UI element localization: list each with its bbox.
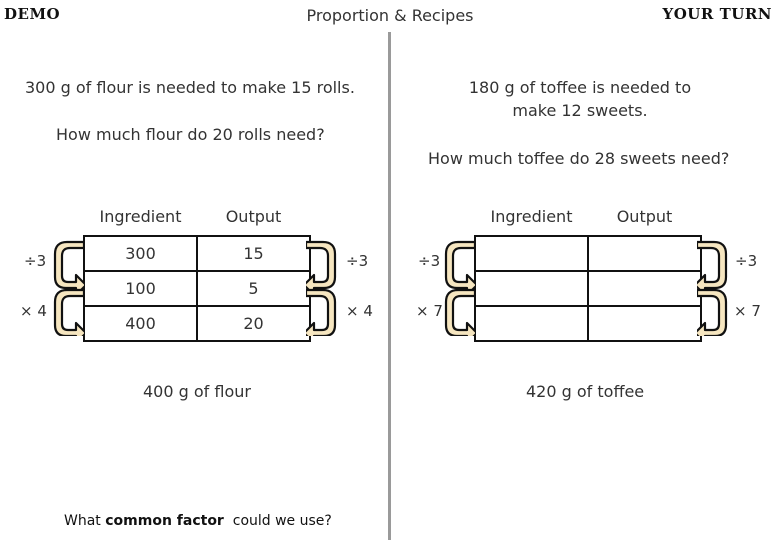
turn-right-op-multiply: × 7 bbox=[734, 302, 761, 320]
demo-right-arrows bbox=[306, 236, 342, 336]
demo-hint bbox=[64, 513, 332, 529]
table-row bbox=[84, 306, 310, 341]
ingredient-cell[interactable] bbox=[475, 236, 588, 271]
turn-answer: 420 g of toffee bbox=[526, 382, 645, 401]
turn-statement bbox=[430, 76, 730, 122]
table-header-row bbox=[84, 197, 310, 236]
turn-statement-line1: 180 g of toffee is needed to bbox=[468, 78, 692, 97]
table-row bbox=[475, 236, 701, 271]
turn-right-arrows bbox=[697, 236, 733, 336]
output-cell: 15 bbox=[197, 236, 310, 271]
hint-text-before: What bbox=[64, 513, 106, 529]
turn-left-arrows bbox=[439, 236, 475, 336]
curved-arrow-icon bbox=[446, 290, 475, 336]
turn-question: How much toffee do 28 sweets need? bbox=[428, 149, 730, 168]
center-divider bbox=[388, 32, 391, 540]
output-cell[interactable] bbox=[588, 271, 701, 306]
demo-tag: DEMO bbox=[4, 5, 61, 23]
demo-left-op-multiply: × 4 bbox=[20, 302, 47, 320]
turn-left-op-divide: ÷3 bbox=[418, 252, 441, 270]
ingredient-header: Ingredient bbox=[99, 206, 182, 226]
output-header: Output bbox=[616, 206, 673, 226]
demo-right-op-multiply: × 4 bbox=[346, 302, 373, 320]
table-row bbox=[84, 271, 310, 306]
output-header: Output bbox=[225, 206, 282, 226]
demo-left-arrows bbox=[48, 236, 84, 336]
curved-arrow-icon bbox=[306, 290, 335, 336]
turn-right-op-divide: ÷3 bbox=[735, 252, 758, 270]
output-cell: 20 bbox=[197, 306, 310, 341]
turn-ratio-table bbox=[474, 197, 702, 342]
ingredient-cell[interactable] bbox=[475, 306, 588, 341]
table-row bbox=[84, 236, 310, 271]
demo-right-op-divide: ÷3 bbox=[346, 252, 369, 270]
curved-arrow-icon bbox=[55, 242, 84, 295]
turn-left-op-multiply: × 7 bbox=[416, 302, 443, 320]
ingredient-cell[interactable] bbox=[475, 271, 588, 306]
demo-ratio-table bbox=[83, 197, 311, 342]
hint-text-after: could we use? bbox=[223, 513, 332, 529]
hint-text-bold: common factor bbox=[105, 513, 224, 529]
demo-left-op-divide: ÷3 bbox=[24, 252, 47, 270]
demo-statement: 300 g of flour is needed to make 15 rolls. bbox=[25, 78, 355, 97]
ingredient-cell: 400 bbox=[84, 306, 197, 341]
demo-question: How much flour do 20 rolls need? bbox=[56, 125, 325, 144]
curved-arrow-icon bbox=[306, 242, 335, 295]
table-header-row bbox=[475, 197, 701, 236]
table-row bbox=[475, 306, 701, 341]
ingredient-header: Ingredient bbox=[490, 206, 573, 226]
output-cell[interactable] bbox=[588, 236, 701, 271]
table-row bbox=[475, 271, 701, 306]
ingredient-cell: 100 bbox=[84, 271, 197, 306]
page-title: Proportion & Recipes bbox=[306, 6, 474, 25]
turn-statement-line2: make 12 sweets. bbox=[512, 101, 648, 120]
curved-arrow-icon bbox=[697, 242, 726, 295]
output-cell[interactable] bbox=[588, 306, 701, 341]
curved-arrow-icon bbox=[55, 290, 84, 336]
your-turn-tag: YOUR TURN bbox=[662, 5, 772, 23]
ingredient-cell: 300 bbox=[84, 236, 197, 271]
demo-answer: 400 g of flour bbox=[143, 382, 251, 401]
curved-arrow-icon bbox=[697, 290, 726, 336]
curved-arrow-icon bbox=[446, 242, 475, 295]
output-cell: 5 bbox=[197, 271, 310, 306]
